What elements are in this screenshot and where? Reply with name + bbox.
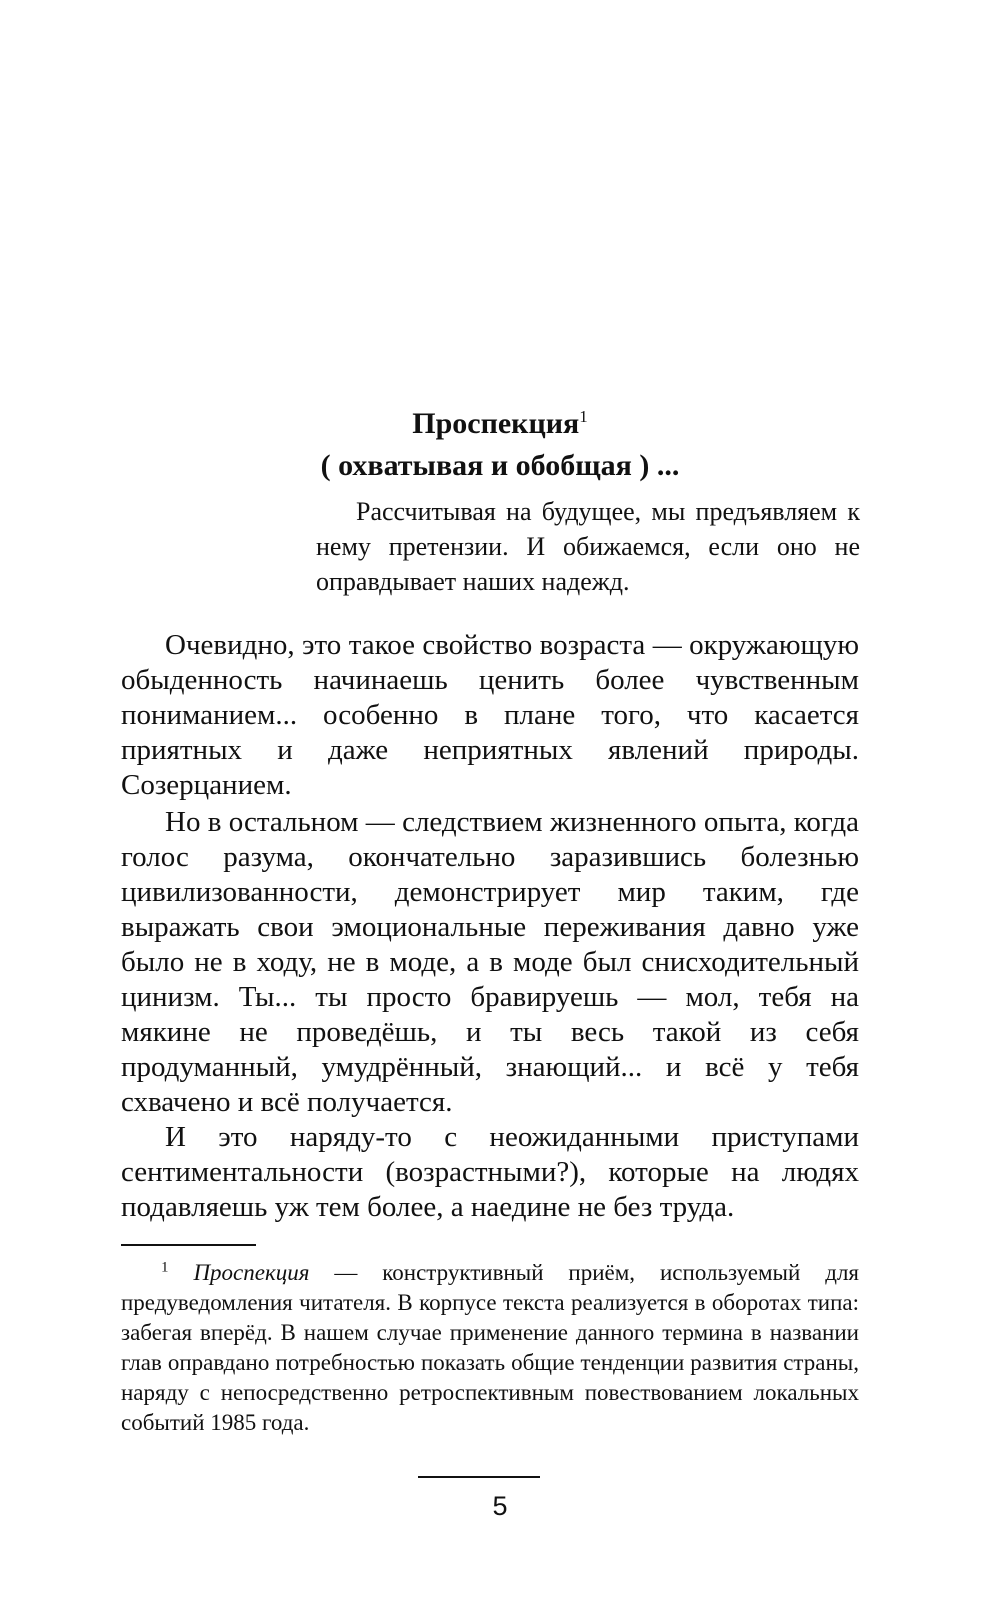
page-number-divider (418, 1476, 540, 1478)
footnote-number: 1 (161, 1259, 169, 1276)
footnote (121, 1258, 859, 1438)
chapter-subtitle: ( охватывая и обобщая ) ... (320, 449, 680, 482)
chapter-title (0, 404, 1000, 444)
chapter-title-text: Проспекция (412, 407, 580, 440)
footnote-text: — конструктивный приём, используемый для предуведомления читателя. В корпусе текста реализуется в оборотах типа: забегая вперёд. В нашем случае применение данного термина в названии глав оправдано потребностью показать общие тенденции развития страны, наряду с непосредственно ретроспективным повествованием локальных событий 1985 года. (121, 1260, 859, 1435)
paragraph-2: Но в остальном — следствием жизненного опыта, когда голос разума, окончательно заразившись болезнью цивилизованности, демонстрирует мир таким, где выражать свои эмоциональные переживания давно уже было не в ходу, не в моде, а в моде был снисходительный цинизм. Ты... ты просто бравируешь — мол, тебя на мякине не проведёшь, и ты весь такой из себя продуманный, умудрённый, знающий... и всё у тебя схвачено и всё получается. (121, 806, 859, 1118)
footnote-divider (121, 1244, 256, 1246)
paragraph-1: Очевидно, это такое свойство возраста — окружающую обыденность начинаешь ценить более чувственным пониманием... особенно в плане того, что касается приятных и даже неприятных явлений природы. Созерцанием. (121, 629, 859, 801)
page-number: 5 (492, 1491, 508, 1521)
epigraph: Рассчитывая на будущее, мы предъявляем к нему претензии. И обижаемся, если оно не оправдывает наших надежд. (316, 497, 860, 596)
footnote-term: Проспекция (193, 1260, 310, 1285)
footnote-reference[interactable]: 1 (579, 407, 588, 426)
paragraph-3: И это наряду-то с неожиданными приступами сентиментальности (возрастными?), которые на людях подавляешь уж тем более, а наедине не без труда. (121, 1121, 859, 1223)
